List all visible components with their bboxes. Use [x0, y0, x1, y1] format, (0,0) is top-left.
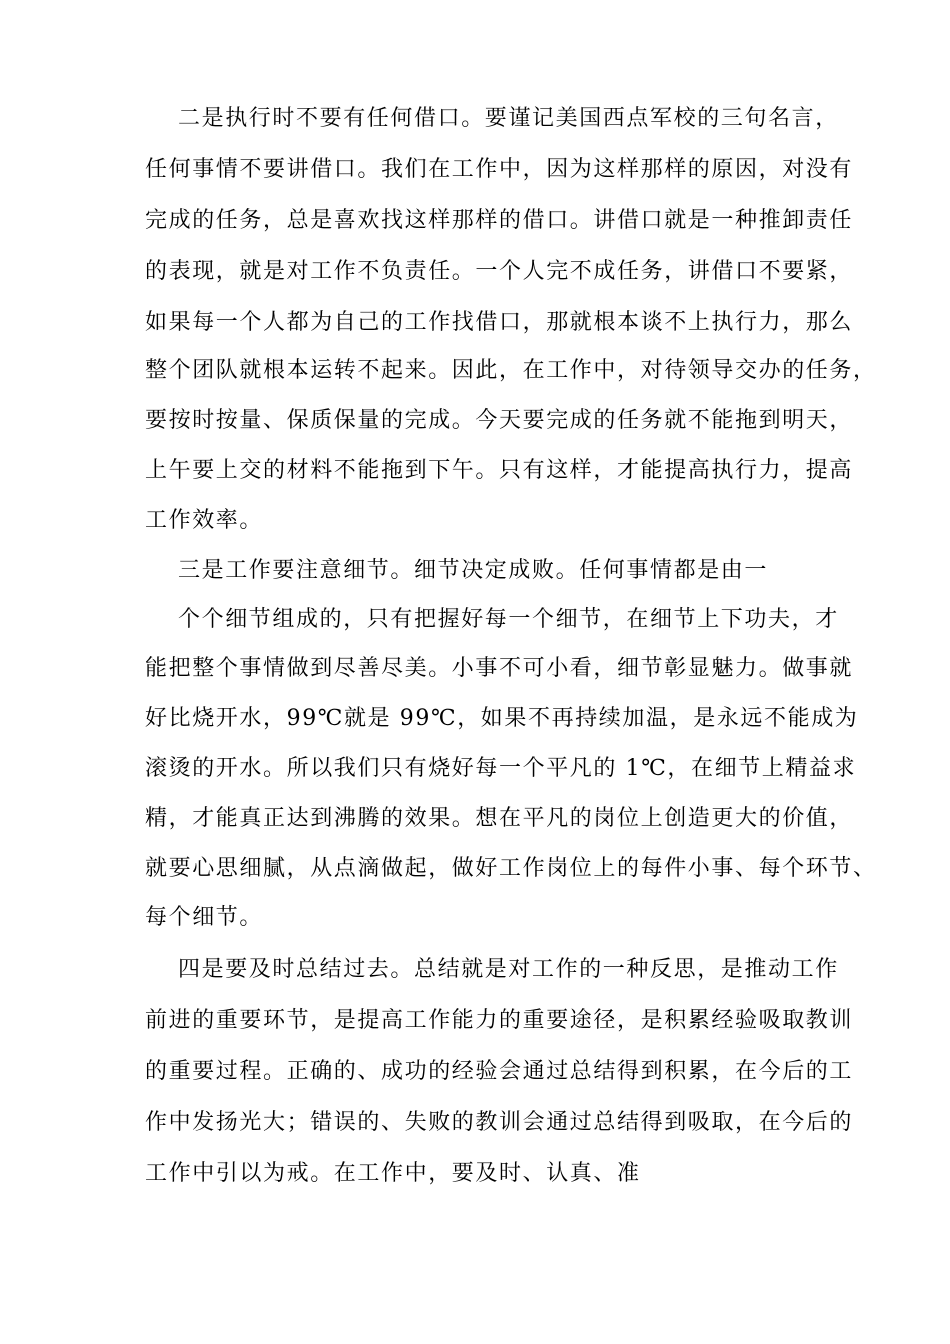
- paragraph-4-line-2: 前进的重要环节，是提高工作能力的重要途径，是积累经验吸取教训: [145, 1008, 854, 1033]
- paragraph-3-line-7: 每个细节。: [145, 905, 264, 930]
- paragraph-2-line-5: 如果每一个人都为自己的工作找借口，那就根本谈不上执行力，那么: [145, 310, 854, 335]
- paragraph-2-line-2: 任何事情不要讲借口。我们在工作中，因为这样那样的原因，对没有: [145, 157, 854, 182]
- paragraph-3-line-5: 精，才能真正达到沸腾的效果。想在平凡的岗位上创造更大的价值，: [145, 806, 854, 831]
- paragraph-3-line-6: 就要心思细腻，从点滴做起，做好工作岗位上的每件小事、每个环节、: [145, 856, 877, 881]
- paragraph-4-line-3: 的重要过程。正确的、成功的经验会通过总结得到积累，在今后的工: [145, 1059, 854, 1084]
- paragraph-3-line-2: 能把整个事情做到尽善尽美。小事不可小看，细节彰显魅力。做事就: [145, 656, 854, 681]
- paragraph-2-line-3: 完成的任务，总是喜欢找这样那样的借口。讲借口就是一种推卸责任: [145, 208, 854, 233]
- paragraph-3-line-3: 好比烧开水，99℃就是 99℃，如果不再持续加温，是永远不能成为: [145, 706, 859, 731]
- paragraph-4-line-1: 四是要及时总结过去。总结就是对工作的一种反思，是推动工作: [178, 957, 839, 982]
- paragraph-3-heading-line: 三是工作要注意细节。细节决定成败。任何事情都是由一: [178, 558, 769, 583]
- paragraph-4-line-4: 作中发扬光大；错误的、失败的教训会通过总结得到吸取，在今后的: [145, 1110, 854, 1135]
- paragraph-4-line-5: 工作中引以为戒。在工作中，要及时、认真、准: [145, 1161, 641, 1186]
- paragraph-2-line-4: 的表现，就是对工作不负责任。一个人完不成任务，讲借口不要紧，: [145, 259, 854, 284]
- paragraph-2-line-8: 上午要上交的材料不能拖到下午。只有这样，才能提高执行力，提高: [145, 458, 854, 483]
- paragraph-3-line-1: 个个细节组成的，只有把握好每一个细节，在细节上下功夫，才: [178, 607, 839, 632]
- paragraph-3-line-4: 滚烫的开水。所以我们只有烧好每一个平凡的 1℃，在细节上精益求: [145, 756, 857, 781]
- paragraph-2-line-6: 整个团队就根本运转不起来。因此，在工作中，对待领导交办的任务，: [145, 358, 877, 383]
- paragraph-2-line-1: 二是执行时不要有任何借口。要谨记美国西点军校的三句名言，: [178, 106, 839, 131]
- paragraph-2-line-7: 要按时按量、保质保量的完成。今天要完成的任务就不能拖到明天，: [145, 408, 854, 433]
- paragraph-2-line-9: 工作效率。: [145, 508, 264, 533]
